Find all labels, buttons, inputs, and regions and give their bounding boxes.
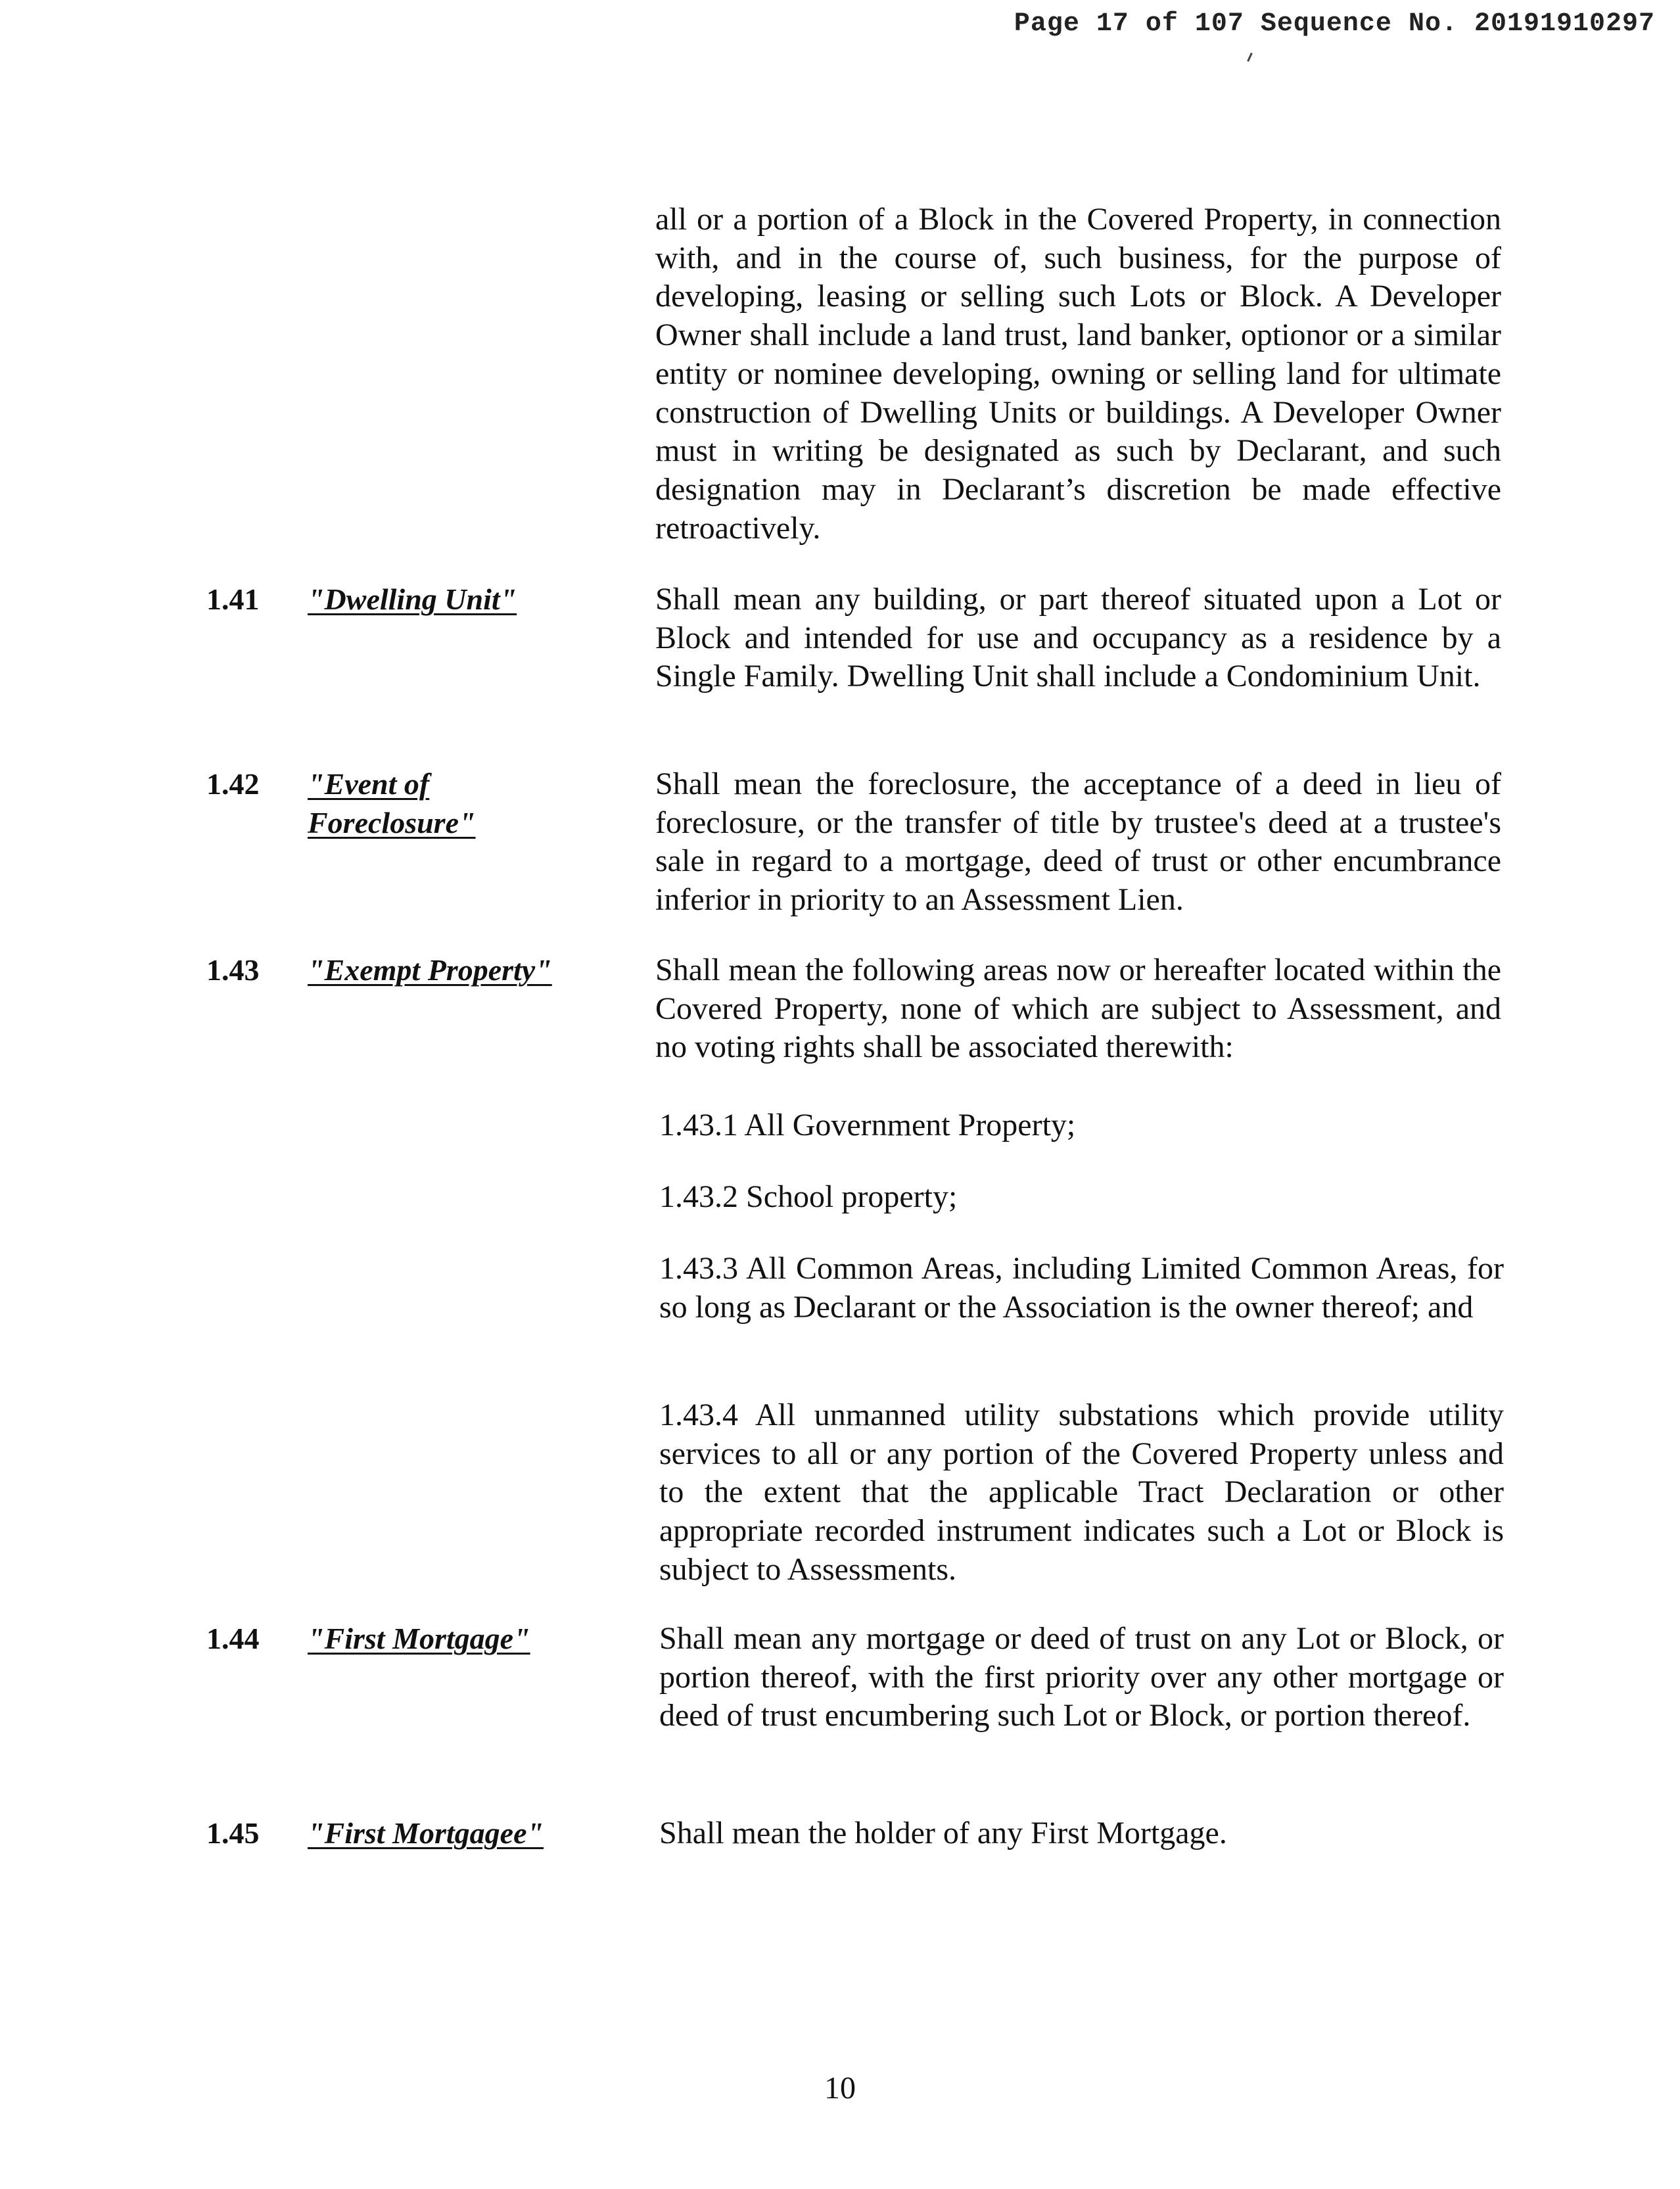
definition-number: 1.42 xyxy=(206,767,260,801)
definition-term: "Dwelling Unit" xyxy=(308,582,517,616)
subitem-1-43-2: 1.43.2 School property; xyxy=(659,1179,958,1214)
definition-term: "Exempt Property" xyxy=(308,953,552,987)
definition-number: 1.45 xyxy=(206,1816,260,1850)
definition-number: 1.43 xyxy=(206,953,260,987)
definition-term: "First Mortgagee" xyxy=(308,1816,544,1850)
page-sequence-stamp: Page 17 of 107 Sequence No. 20191910297 xyxy=(1014,9,1655,39)
definition-number: 1.41 xyxy=(206,582,260,616)
stray-mark xyxy=(1247,53,1253,62)
definition-number: 1.44 xyxy=(206,1622,260,1655)
subitem-1-43-4: 1.43.4 All unmanned utility substations which provide utility services to all or any portion of the Covered Property unless and to the extent that the applicable Tract Declaration or other appropriate recorded instrument indicates such a Lot or Block is subject to Assessments. xyxy=(659,1398,1504,1587)
definition-text: Shall mean the following areas now or hereafter located within the Covered Property, none of which are subject to Assessment, and no voting rights shall be associated therewith: xyxy=(655,953,1501,1065)
intro-paragraph: all or a portion of a Block in the Covered Property, in connection with, and in the course of, such business, for the purpose of developing, leasing or selling such Lots or Block. A Developer Owner shall include a land trust, land banker, optionor or a similar entity or nominee developing, owning or selling land for ultimate construction of Dwelling Units or buildings. A Developer Owner must in writing be designated as such by Declarant, and such designation may in Declarant’s discretion be made effective retroactively. xyxy=(655,202,1501,546)
page-number: 10 xyxy=(824,2071,856,2106)
subitem-1-43-1: 1.43.1 All Government Property; xyxy=(659,1108,1076,1142)
definition-text: Shall mean any building, or part thereof situated upon a Lot or Block and intended for use and occupancy as a residence by a Single Family. Dwelling Unit shall include a Condominium Unit. xyxy=(655,582,1501,694)
definition-text: Shall mean the holder of any First Mortgage. xyxy=(659,1816,1227,1850)
definition-text: Shall mean the foreclosure, the acceptance of a deed in lieu of foreclosure, or the transfer of title by trustee's deed at a trustee's sale in regard to a mortgage, deed of trust or other encumbrance inferior in priority to an Assessment Lien. xyxy=(655,766,1501,918)
definition-text: Shall mean any mortgage or deed of trust on any Lot or Block, or portion thereof, with the first priority over any other mortgage or deed of trust encumbering such Lot or Block, or portion thereof. xyxy=(659,1621,1504,1733)
subitem-1-43-3: 1.43.3 All Common Areas, including Limited Common Areas, for so long as Declarant or the Association is the owner thereof; and xyxy=(659,1251,1504,1325)
definition-term: "First Mortgage" xyxy=(308,1622,530,1655)
definition-term: "Event of Foreclosure" xyxy=(308,767,476,839)
